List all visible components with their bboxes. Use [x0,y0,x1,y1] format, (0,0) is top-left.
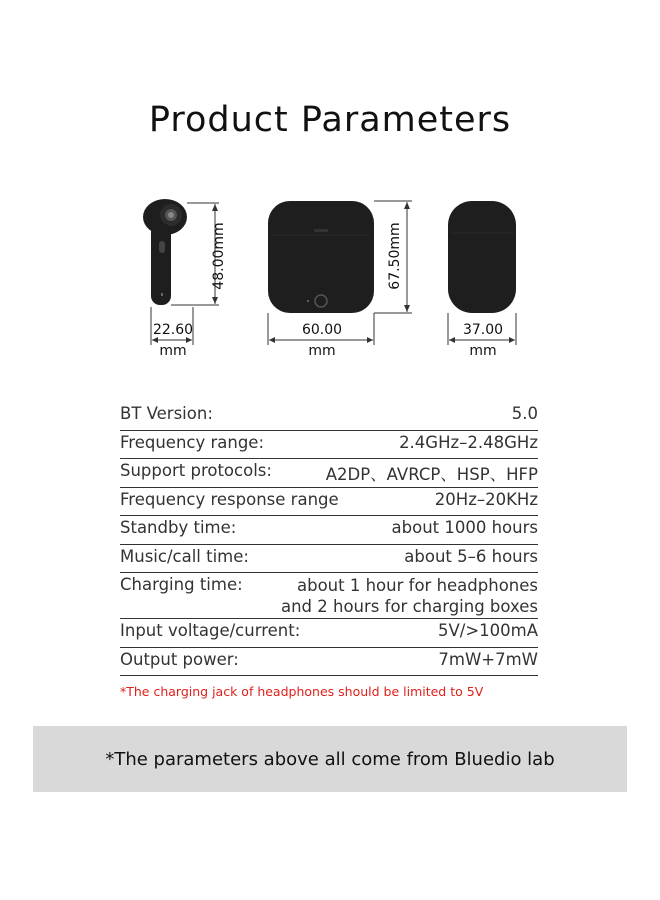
spec-row-music-call-time [120,545,538,574]
spec-row-frequency-response [120,488,538,517]
spec-value [281,575,538,617]
spec-label: BT Version: [120,404,213,423]
spec-label: Frequency response range [120,489,339,509]
spec-row-support-protocols [120,459,538,488]
footer-text: *The parameters above all come from Bluedio lab [105,748,555,770]
spec-value: about 5–6 hours [404,546,538,566]
spec-row-standby-time [120,516,538,545]
spec-row-output-power [120,648,538,677]
spec-label: Standby time: [120,518,237,537]
case-width-unit: mm [308,343,336,359]
spec-value: 5.0 [511,404,538,423]
spec-label: Input voltage/current: [120,621,301,640]
spec-value: about 1000 hours [391,518,538,537]
spec-label: Output power: [120,649,239,669]
spec-value: A2DP、AVRCP、HSP、HFP [325,465,538,484]
spec-table [120,402,538,676]
spec-value: 20Hz–20KHz [434,489,538,509]
spec-value: 5V/>100mA [437,621,538,640]
side-width-unit: mm [469,343,497,359]
spec-row-charging-time [120,573,538,619]
page-title: Product Parameters [148,100,512,140]
case-height-label: 67.50mm [387,222,403,290]
charging-warning-note: *The charging jack of headphones should be limited to 5V [120,684,484,699]
case-width-value: 60.00 [301,322,343,338]
spec-row-bt-version [120,402,538,431]
spec-value: 2.4GHz–2.48GHz [399,432,538,452]
spec-label: Frequency range: [120,432,265,452]
spec-row-input-voltage [120,619,538,648]
side-width-value: 37.00 [462,322,504,338]
spec-label: Charging time: [120,575,243,594]
earbud-width-value: 22.60 [152,322,194,338]
spec-label: Music/call time: [120,546,249,566]
spec-value-line2: and 2 hours for charging boxes [280,597,538,616]
spec-value-line1: about 1 hour for headphones [297,576,538,595]
earbud-height-label: 48.00mm [211,222,227,290]
spec-value: 7mW+7mW [438,649,538,669]
earbud-width-unit: mm [159,343,187,359]
spec-row-frequency-range [120,431,538,460]
footer-banner [33,726,627,792]
spec-label: Support protocols: [120,461,272,480]
